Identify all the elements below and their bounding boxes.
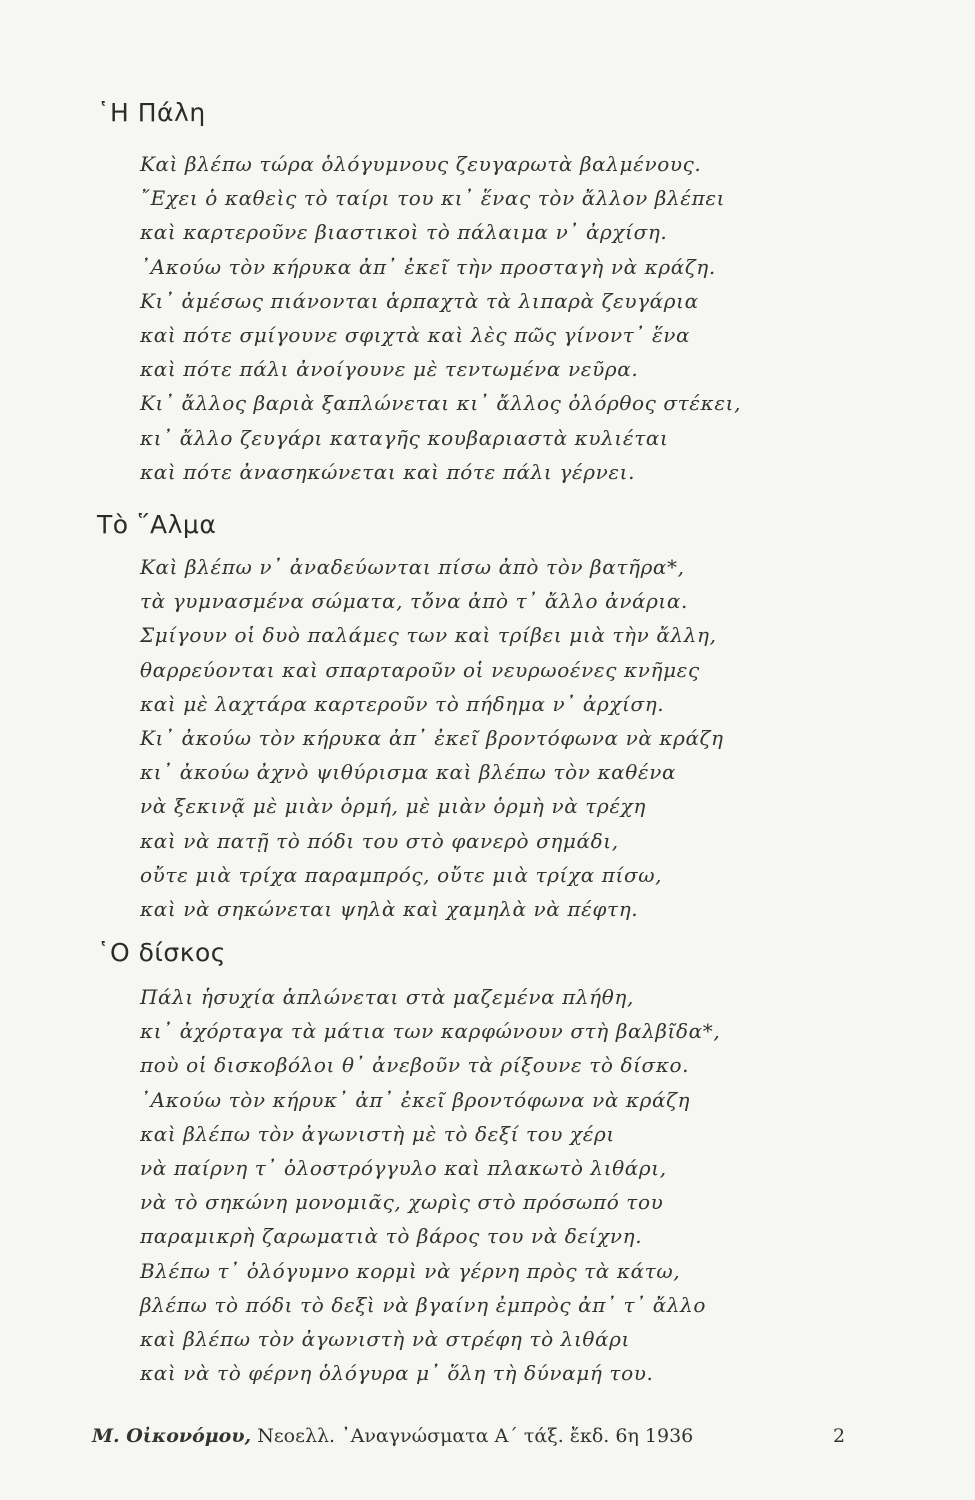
- poem-line: Κι᾿ ἄλλος βαριὰ ξαπλώνεται κι᾿ ἄλλος ὀλόρθος στέκει,: [140, 391, 742, 416]
- poem-line: καὶ νὰ σηκώνεται ψηλὰ καὶ χαμηλὰ νὰ πέφτη.: [140, 896, 639, 921]
- poem-stanza-alma: [140, 550, 724, 926]
- poem-line: καὶ βλέπω τὸν ἀγωνιστὴ μὲ τὸ δεξί του χέρι: [140, 1121, 615, 1146]
- poem-line: ᾿Ακούω τὸν κήρυκα ἀπ᾿ ἐκεῖ τὴν προσταγὴ νὰ κράζη.: [140, 254, 716, 279]
- section-title-pali: ῾Η Πάλη: [97, 98, 206, 127]
- section-title-diskos: ῾Ο δίσκος: [97, 938, 226, 967]
- poem-line: βλέπω τὸ πόδι τὸ δεξὶ νὰ βγαίνη ἐμπρὸς ἀπ᾿ τ᾿ ἄλλο: [140, 1292, 707, 1317]
- poem-line: Καὶ βλέπω τώρα ὁλόγυμνους ζευγαρωτὰ βαλμένους.: [140, 152, 702, 176]
- poem-line: Κι᾿ ἀκούω τὸν κήρυκα ἀπ᾿ ἐκεῖ βροντόφωνα νὰ κράζη: [140, 725, 724, 750]
- poem-line: καὶ νὰ πατῇ τὸ πόδι του στὸ φανερὸ σημάδι,: [140, 828, 619, 853]
- poem-line: Καὶ βλέπω ν᾿ ἀναδεύωνται πίσω ἀπὸ τὸν βατῆρα*,: [140, 555, 685, 579]
- poem-line: ῎Εχει ὁ καθεὶς τὸ ταίρι του κι᾿ ἕνας τὸν ἄλλον βλέπει: [140, 186, 726, 211]
- poem-line: καὶ καρτεροῦνε βιαστικοὶ τὸ πάλαιμα ν᾿ ἀρχίση.: [140, 220, 668, 245]
- poem-line: Πάλι ἡσυχία ἁπλώνεται στὰ μαζεμένα πλήθη,: [140, 985, 634, 1009]
- poem-line: καὶ μὲ λαχτάρα καρτεροῦν τὸ πήδημα ν᾿ ἀρχίση.: [140, 691, 665, 716]
- poem-line: κι᾿ ἀχόρταγα τὰ μάτια των καρφώνουν στὴ βαλβῖδα*,: [140, 1019, 721, 1044]
- poem-line: καὶ νὰ τὸ φέρνη ὁλόγυρα μ᾿ ὅλη τὴ δύναμή του.: [140, 1361, 654, 1386]
- poem-line: Βλέπω τ᾿ ὁλόγυμνο κορμὶ νὰ γέρνη πρὸς τὰ κάτω,: [140, 1258, 681, 1283]
- poem-stanza-diskos: [140, 980, 720, 1390]
- poem-stanza-pali: [140, 147, 741, 489]
- poem-line: καὶ πότε πάλι ἀνοίγουνε μὲ τεντωμένα νεῦρα.: [140, 357, 639, 382]
- poem-line: θαρρεύονται καὶ σπαρταροῦν οἱ νευρωοένες κνῆμες: [140, 657, 700, 682]
- poem-line: καὶ βλέπω τὸν ἀγωνιστὴ νὰ στρέφη τὸ λιθάρι: [140, 1326, 630, 1351]
- poem-line: καὶ πότε σμίγουνε σφιχτὰ καὶ λὲς πῶς γίνοντ᾿ ἕνα: [140, 322, 691, 347]
- poem-line: τὰ γυμνασμένα σώματα, τὄνα ἀπὸ τ᾿ ἄλλο ἀνάρια.: [140, 589, 688, 614]
- poem-line: ποὺ οἱ δισκοβόλοι θ᾿ ἀνεβοῦν τὰ ρίξουνε τὸ δίσκο.: [140, 1053, 690, 1078]
- poem-line: ᾿Ακούω τὸν κήρυκ᾿ ἀπ᾿ ἐκεῖ βροντόφωνα νὰ κράζη: [140, 1087, 691, 1112]
- poem-line: νὰ ξεκινᾷ μὲ μιὰν ὁρμή, μὲ μιὰν ὁρμὴ νὰ τρέχη: [140, 794, 646, 819]
- poem-line: καὶ πότε ἀνασηκώνεται καὶ πότε πάλι γέρνει.: [140, 459, 636, 484]
- poem-line: νὰ τὸ σηκώνη μονομιᾶς, χωρὶς στὸ πρόσωπό του: [140, 1190, 664, 1215]
- citation-source: Νεοελλ. ᾿Αναγνώσματα Α΄ τάξ. ἔκδ. 6η 1936: [257, 1425, 694, 1447]
- poem-line: Σμίγουν οἱ δυὸ παλάμες των καὶ τρίβει μιὰ τὴν ἄλλη,: [140, 623, 717, 648]
- poem-line: κι᾿ ἀκούω ἀχνὸ ψιθύρισμα καὶ βλέπω τὸν καθένα: [140, 760, 677, 785]
- poem-line: παραμικρὴ ζαρωματιὰ τὸ βάρος του νὰ δείχνη.: [140, 1224, 643, 1249]
- citation-author: Μ. Οἰκονόμου,: [92, 1425, 252, 1447]
- section-title-alma: Τὸ ῞Αλμα: [97, 510, 217, 539]
- poem-line: κι᾿ ἄλλο ζευγάρι καταγῆς κουβαριαστὰ κυλιέται: [140, 425, 669, 450]
- poem-line: οὔτε μιὰ τρίχα παραμπρός, οὔτε μιὰ τρίχα πίσω,: [140, 862, 663, 887]
- page-number: 2: [833, 1425, 846, 1447]
- poem-line: Κι᾿ ἀμέσως πιάνονται ἁρπαχτὰ τὰ λιπαρὰ ζευγάρια: [140, 288, 699, 313]
- source-citation: [92, 1425, 852, 1447]
- poem-line: νὰ παίρνη τ᾿ ὁλοστρόγγυλο καὶ πλακωτὸ λιθάρι,: [140, 1155, 667, 1180]
